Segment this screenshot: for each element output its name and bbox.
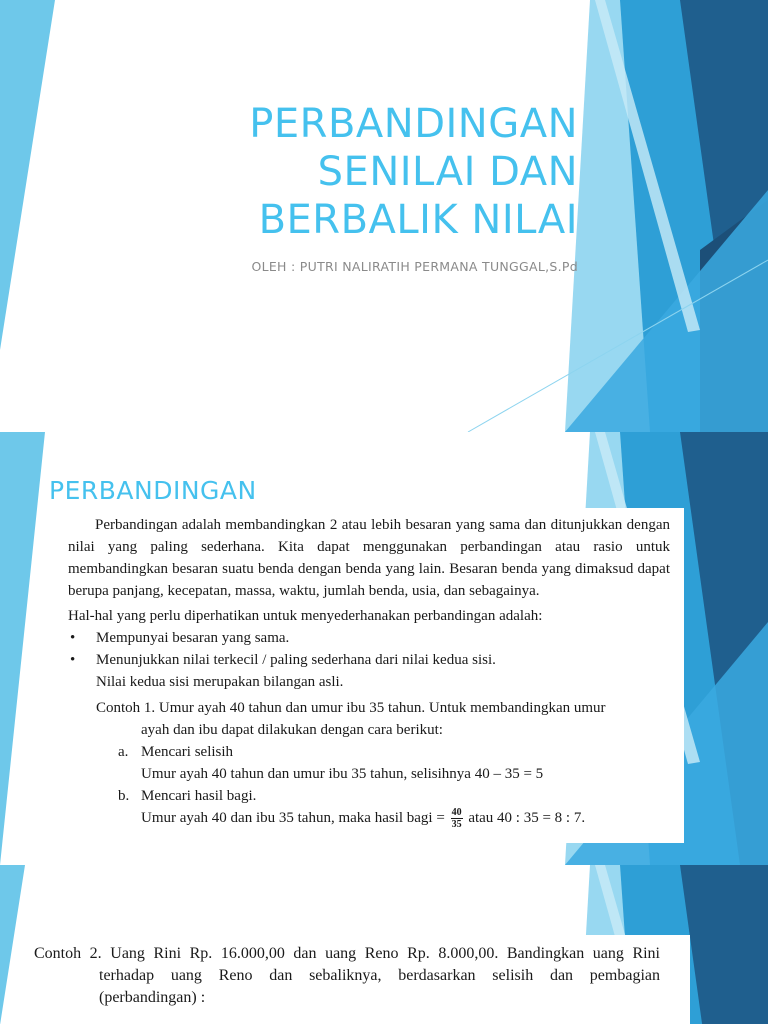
definition-text-block: [49, 508, 684, 843]
example-1-step-a-detail: Umur ayah 40 tahun dan umur ibu 35 tahun, selisihnya 40 – 35 = 5: [141, 766, 544, 782]
fraction-denominator: 35: [451, 819, 462, 831]
step-letter: a.: [118, 744, 129, 760]
title-line: BERBALIK NILAI: [258, 197, 578, 243]
fraction-numerator: 40: [451, 807, 462, 819]
title-line: PERBANDINGAN: [249, 101, 578, 147]
rules-intro: Hal-hal yang perlu diperhatikan untuk menyederhanakan perbandingan adalah:: [68, 608, 543, 624]
step-label: Mencari selisih: [141, 744, 234, 760]
example-slide: [0, 865, 768, 1024]
left-light-triangle: [0, 865, 25, 1024]
example-1-step-b-detail: Umur ayah 40 dan ibu 35 tahun, maka hasil bagi = $\frac{40}{35}$ atau 40 : 35 = 8 : 7.: [141, 807, 586, 831]
example-2-line-2: terhadap uang Reno dan sebaliknya, berdasarkan selisih dan pembagian: [99, 967, 660, 984]
example-1-line-2: ayah dan ibu dapat dilakukan dengan cara berikut:: [141, 722, 443, 738]
list-item: • Mempunyai besaran yang sama.: [68, 627, 670, 649]
fraction: [451, 807, 463, 830]
left-light-triangle: [0, 432, 45, 865]
step-letter: b.: [118, 788, 130, 804]
example-2-line-3: (perbandingan) :: [99, 989, 206, 1006]
step-label: Mencari hasil bagi.: [141, 788, 257, 804]
slide-title: [158, 100, 578, 244]
section-title: PERBANDINGAN: [49, 476, 257, 505]
example-1-line-1: Contoh 1. Umur ayah 40 tahun dan umur ibu 35 tahun. Untuk membandingkan umur: [96, 700, 606, 716]
example-2-text-block: [26, 935, 690, 1024]
example-2-line-1: Contoh 2. Uang Rini Rp. 16.000,00 dan uang Reno Rp. 8.000,00. Bandingkan uang Rini: [34, 945, 661, 962]
title-slide: [0, 0, 768, 432]
left-light-triangle: [0, 0, 55, 350]
list-item: • Menunjukkan nilai terkecil / paling sederhana dari nilai kedua sisi.: [68, 649, 670, 671]
rules-list: [68, 627, 670, 693]
example-1-step-b: [68, 785, 670, 807]
definition-slide: [0, 432, 768, 865]
example-1-step-a: [68, 741, 670, 763]
example-2-label: Contoh 2.: [34, 945, 102, 962]
slide-subtitle: OLEH : PUTRI NALIRATIH PERMANA TUNGGAL,S.Pd: [251, 259, 578, 274]
title-line: SENILAI DAN: [317, 149, 578, 195]
definition-paragraph: Perbandingan adalah membandingkan 2 atau lebih besaran yang sama dan ditunjukkan dengan nilai yang paling sederhana. Kita dapat menggunakan perbandingan atau rasio untuk membandingkan besaran suatu benda dengan benda yang lain. Besaran benda yang dimaksud dapat berupa panjang, kecepatan, massa, waktu, jumlah benda, usia, dan sebagainya.: [68, 517, 670, 599]
list-item-note: Nilai kedua sisi merupakan bilangan asli.: [96, 674, 344, 690]
bullet-icon: •: [70, 652, 76, 668]
bullet-icon: •: [70, 630, 76, 646]
